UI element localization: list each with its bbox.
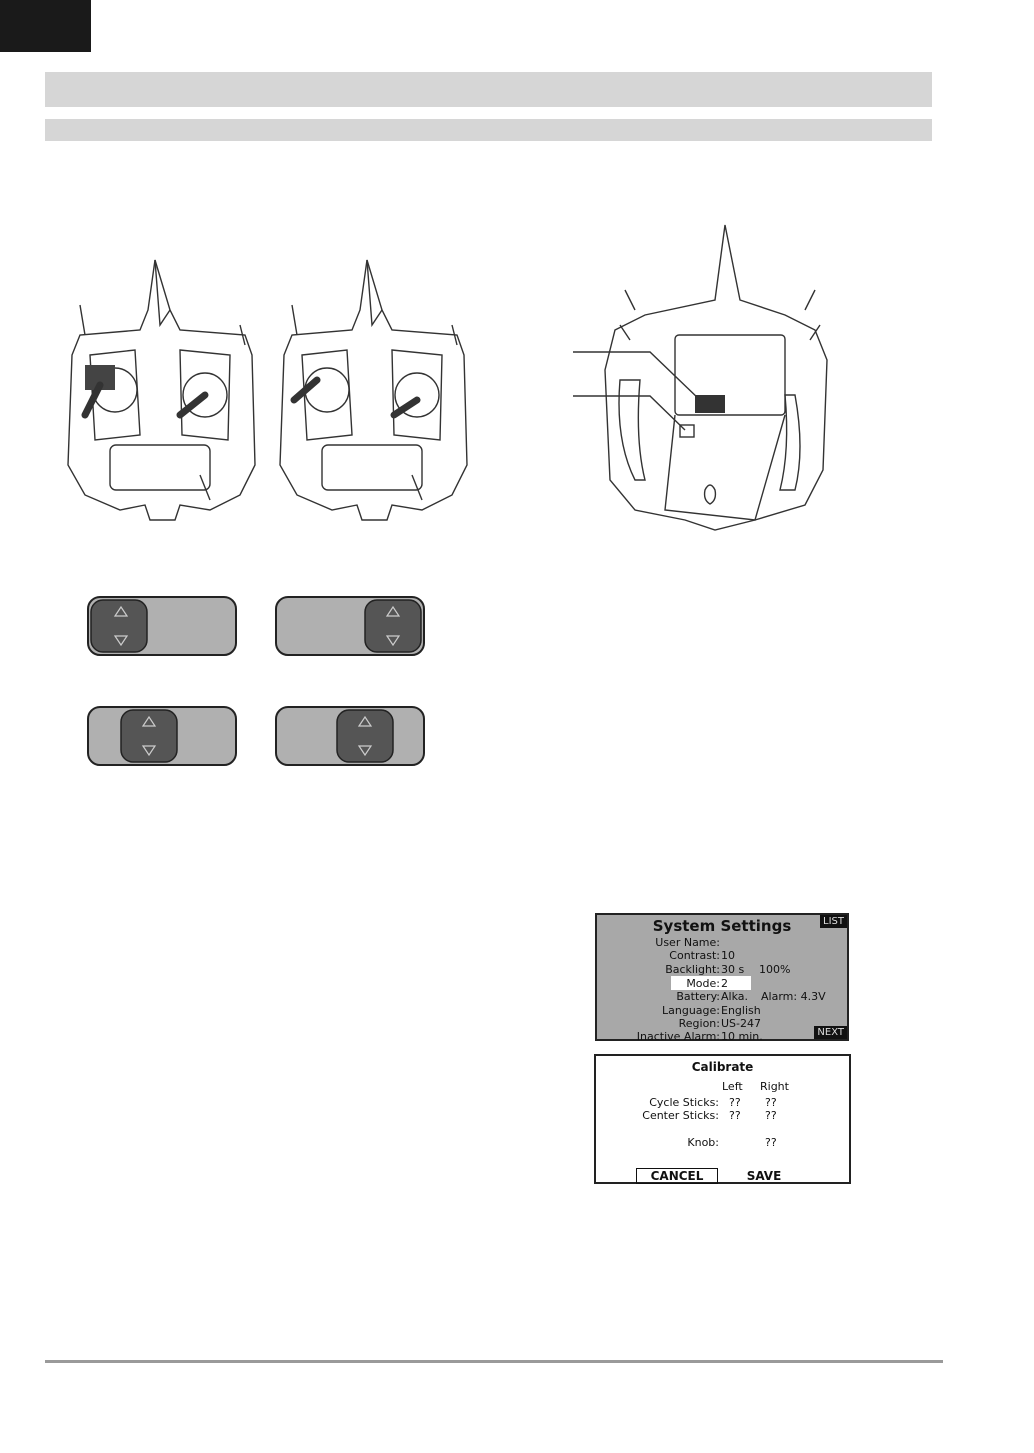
setting-row-backlight[interactable]	[597, 963, 851, 976]
calibrate-title: Calibrate	[691, 1060, 754, 1074]
stick-indicator-left	[87, 596, 239, 658]
setting-row-mode[interactable]	[597, 977, 851, 990]
setting-value: US-247	[721, 1017, 761, 1030]
setting-value: 2	[721, 977, 728, 990]
setting-label: Backlight:	[665, 963, 720, 976]
setting-value: 10 min.	[721, 1030, 763, 1043]
cycle-sticks-left: ??	[729, 1096, 741, 1109]
center-sticks-label: Center Sticks:	[642, 1109, 719, 1122]
setting-label: Inactive Alarm:	[636, 1030, 720, 1043]
center-sticks-right: ??	[765, 1109, 777, 1122]
setting-row-contrast[interactable]	[597, 949, 851, 962]
setting-value: 30 s	[721, 963, 745, 976]
transmitter-front-mode1-illustration	[60, 255, 260, 525]
transmitter-front-mode2-illustration	[272, 255, 472, 525]
setting-label: Mode:	[686, 977, 720, 990]
setting-value: 10	[721, 949, 735, 962]
setting-label: Language:	[662, 1004, 720, 1017]
next-tag[interactable]: NEXT	[814, 1026, 847, 1039]
setting-label: Contrast:	[669, 949, 720, 962]
setting-row-language[interactable]	[597, 1004, 851, 1017]
section-header-band	[45, 72, 932, 107]
knob-label: Knob:	[687, 1136, 719, 1149]
transmitter-back-illustration	[565, 220, 845, 540]
setting-label: Region:	[678, 1017, 720, 1030]
setting-value: Alka.	[721, 990, 748, 1003]
column-left-header: Left	[722, 1080, 743, 1093]
setting-extra: Alarm: 4.3V	[761, 990, 826, 1003]
stick-indicator-center-left	[87, 706, 239, 768]
subsection-header-band	[45, 119, 932, 141]
list-tag[interactable]: LIST	[820, 915, 847, 928]
screen-title: System Settings	[652, 917, 792, 935]
save-button[interactable]: SAVE	[746, 1169, 782, 1183]
footer-rule	[45, 1360, 943, 1363]
stick-indicator-right	[275, 596, 427, 658]
cycle-sticks-right: ??	[765, 1096, 777, 1109]
setting-row-battery[interactable]	[597, 990, 851, 1003]
setting-row-inactive-alarm[interactable]	[597, 1030, 851, 1043]
cancel-button[interactable]: CANCEL	[636, 1168, 718, 1184]
setting-label: Battery:	[676, 990, 720, 1003]
cycle-sticks-label: Cycle Sticks:	[649, 1096, 719, 1109]
calibrate-screen	[594, 1054, 851, 1184]
setting-value: English	[721, 1004, 761, 1017]
column-right-header: Right	[760, 1080, 789, 1093]
system-settings-screen	[595, 913, 849, 1041]
setting-label: User Name:	[655, 936, 720, 949]
setting-row-user-name[interactable]	[597, 936, 851, 949]
page-corner-tab	[0, 0, 91, 52]
center-sticks-left: ??	[729, 1109, 741, 1122]
stick-indicator-center-right	[275, 706, 427, 768]
setting-row-region[interactable]	[597, 1017, 851, 1030]
knob-value: ??	[765, 1136, 777, 1149]
setting-extra: 100%	[759, 963, 791, 976]
